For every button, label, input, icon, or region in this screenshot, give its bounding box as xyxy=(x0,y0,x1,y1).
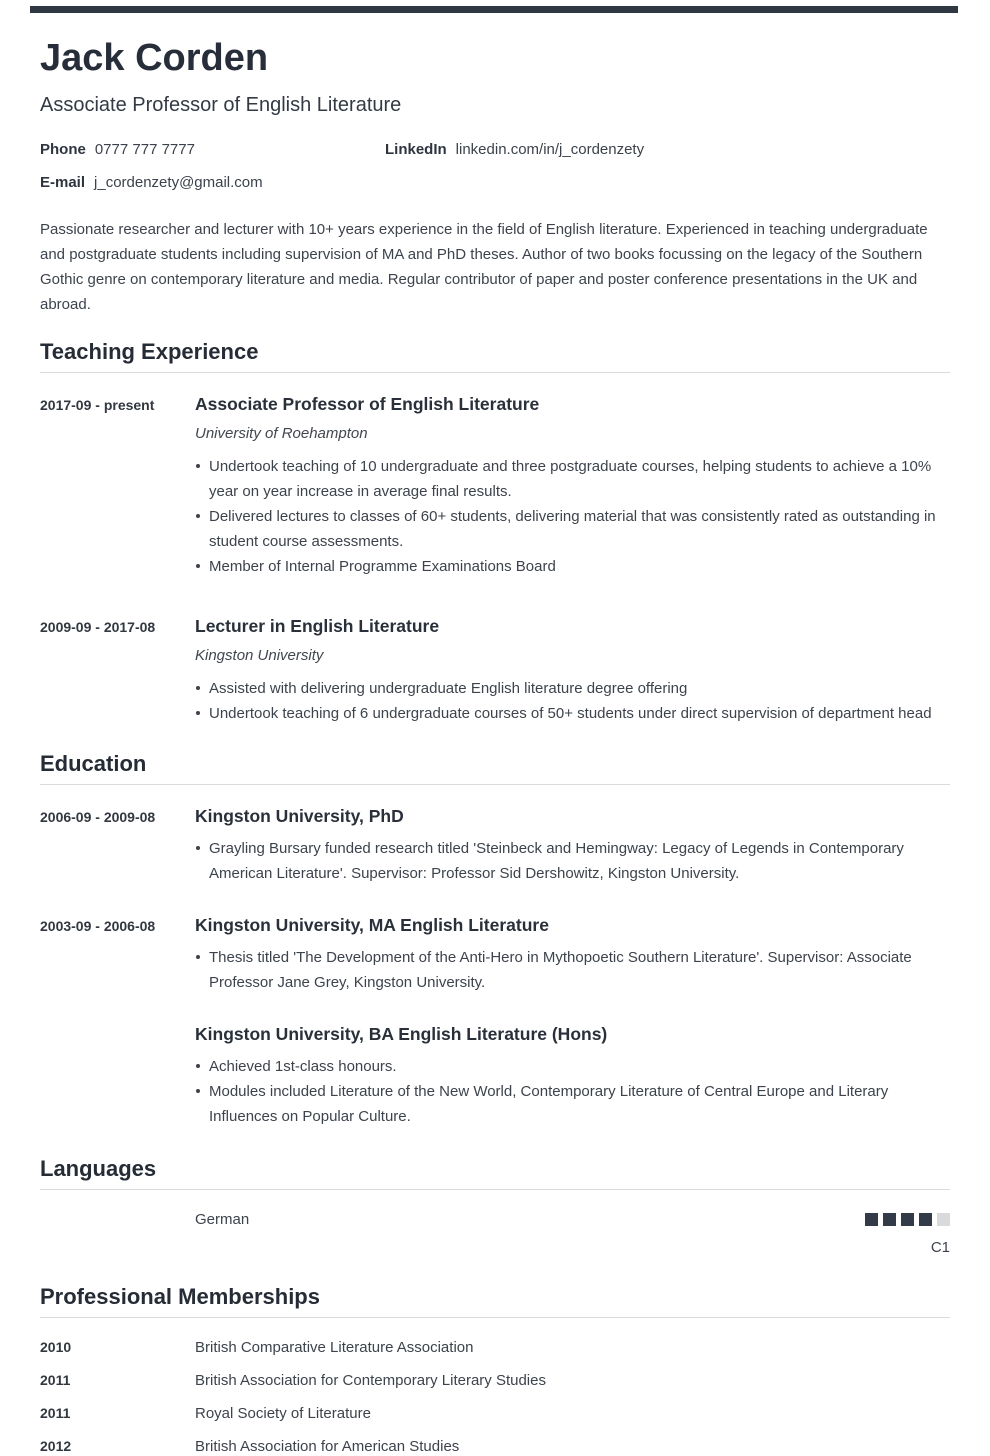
section-heading: Professional Memberships xyxy=(40,1284,320,1309)
level-square-filled xyxy=(883,1213,896,1226)
section-teaching-experience xyxy=(40,338,950,726)
contact-row xyxy=(40,173,950,192)
entry-title: Kingston University, MA English Literature xyxy=(195,915,549,935)
bullet-item: Undertook teaching of 6 undergraduate courses of 50+ students under direct supervision of department head xyxy=(195,701,950,726)
section-heading: Education xyxy=(40,751,147,776)
top-accent-bar xyxy=(30,6,958,13)
phone-label: Phone xyxy=(40,141,86,158)
membership-org: British Association for American Studies xyxy=(195,1438,460,1455)
entry-title: Kingston University, BA English Literature (Hons) xyxy=(195,1024,608,1044)
entry-employer: University of Roehampton xyxy=(195,425,368,442)
entry-title: Lecturer in English Literature xyxy=(195,616,440,636)
level-square-filled xyxy=(919,1213,932,1226)
bullet-icon xyxy=(196,564,200,568)
language-name: German xyxy=(195,1211,250,1228)
level-square-empty xyxy=(937,1213,950,1226)
bullet-icon xyxy=(196,846,200,850)
membership-year: 2011 xyxy=(40,1372,71,1388)
entry-dates: 2003-09 - 2006-08 xyxy=(40,918,156,934)
person-name: Jack Corden xyxy=(40,37,269,79)
bullet-item: Delivered lectures to classes of 60+ students, delivering material that was consistently rated as outstanding in student course assessments. xyxy=(195,504,950,554)
email-field xyxy=(40,173,385,192)
bullet-icon xyxy=(196,686,200,690)
bullet-icon xyxy=(196,464,200,468)
linkedin-field xyxy=(385,140,644,159)
phone-value: 0777 777 7777 xyxy=(94,141,195,158)
entry-dates: 2006-09 - 2009-08 xyxy=(40,809,156,825)
entry-employer: Kingston University xyxy=(195,647,324,664)
level-square-filled xyxy=(901,1213,914,1226)
entry-title: Kingston University, PhD xyxy=(195,806,404,826)
language-level-meter xyxy=(860,1213,950,1226)
bullet-item: Assisted with delivering undergraduate English literature degree offering xyxy=(195,676,950,701)
section-heading: Languages xyxy=(40,1156,157,1181)
contact-row xyxy=(40,140,950,159)
section-divider xyxy=(40,1317,950,1318)
section-education xyxy=(40,750,950,1129)
bullet-item: Member of Internal Programme Examinations Board xyxy=(195,554,950,579)
membership-year: 2011 xyxy=(40,1405,71,1421)
language-item xyxy=(40,1210,950,1257)
bullet-icon xyxy=(196,955,200,959)
membership-row xyxy=(40,1371,950,1390)
section-divider xyxy=(40,372,950,373)
job-title: Associate Professor of English Literature xyxy=(40,94,402,116)
bullet-icon xyxy=(196,711,200,715)
language-date-spacer xyxy=(40,1210,195,1257)
education-entry xyxy=(40,914,950,995)
bullet-item: Achieved 1st-class honours. xyxy=(195,1054,950,1079)
section-languages xyxy=(40,1155,950,1257)
entry-dates xyxy=(40,1023,195,1129)
experience-entry xyxy=(40,393,950,579)
linkedin-value: linkedin.com/in/j_cordenzety xyxy=(455,141,645,158)
contact-info xyxy=(40,140,950,192)
entry-dates: 2017-09 - present xyxy=(40,397,155,413)
membership-row xyxy=(40,1437,950,1456)
membership-org: British Comparative Literature Association xyxy=(195,1339,474,1356)
section-memberships xyxy=(40,1283,950,1456)
professional-summary: Passionate researcher and lecturer with 10+ years experience in the field of English literature. Experienced in teaching undergraduate and postgraduate students including supervision of MA and PhD theses. Author of two books focussing on the legacy of the Southern Gothic genre on contemporary literature and media. Regular contributor of paper and poster conference presentations in the UK and abroad. xyxy=(40,221,928,313)
membership-row xyxy=(40,1338,950,1357)
linkedin-label: LinkedIn xyxy=(385,141,447,158)
education-entry xyxy=(40,1023,950,1129)
membership-row xyxy=(40,1404,950,1423)
bullet-item: Modules included Literature of the New World, Contemporary Literature of Central Europe and Literary Influences on Popular Culture. xyxy=(195,1079,950,1129)
email-value: j_cordenzety@gmail.com xyxy=(94,174,263,191)
entry-dates: 2009-09 - 2017-08 xyxy=(40,619,156,635)
bullet-item: Undertook teaching of 10 undergraduate and three postgraduate courses, helping students to achieve a 10% year on year increase in average final results. xyxy=(195,454,950,504)
section-divider xyxy=(40,784,950,785)
section-heading: Teaching Experience xyxy=(40,339,259,364)
membership-year: 2010 xyxy=(40,1339,72,1355)
entry-title: Associate Professor of English Literature xyxy=(195,394,540,414)
level-square-filled xyxy=(865,1213,878,1226)
bullet-icon xyxy=(196,514,200,518)
membership-org: Royal Society of Literature xyxy=(195,1405,371,1422)
phone-field xyxy=(40,140,385,159)
education-entry xyxy=(40,805,950,886)
bullet-icon xyxy=(196,1064,200,1068)
bullet-icon xyxy=(196,1089,200,1093)
language-level-label: C1 xyxy=(930,1239,950,1256)
bullet-item: Grayling Bursary funded research titled 'Steinbeck and Hemingway: Legacy of Legends in Contemporary American Literature'. Supervisor: Professor Sid Dershowitz, Kingston University. xyxy=(195,836,950,886)
section-divider xyxy=(40,1189,950,1190)
resume-header xyxy=(40,0,950,118)
membership-year: 2012 xyxy=(40,1438,72,1454)
membership-org: British Association for Contemporary Literary Studies xyxy=(195,1372,546,1389)
bullet-item: Thesis titled 'The Development of the Anti-Hero in Mythopoetic Southern Literature'. Supervisor: Associate Professor Jane Grey, Kingston University. xyxy=(195,945,950,995)
experience-entry xyxy=(40,615,950,726)
email-label: E-mail xyxy=(40,174,86,191)
